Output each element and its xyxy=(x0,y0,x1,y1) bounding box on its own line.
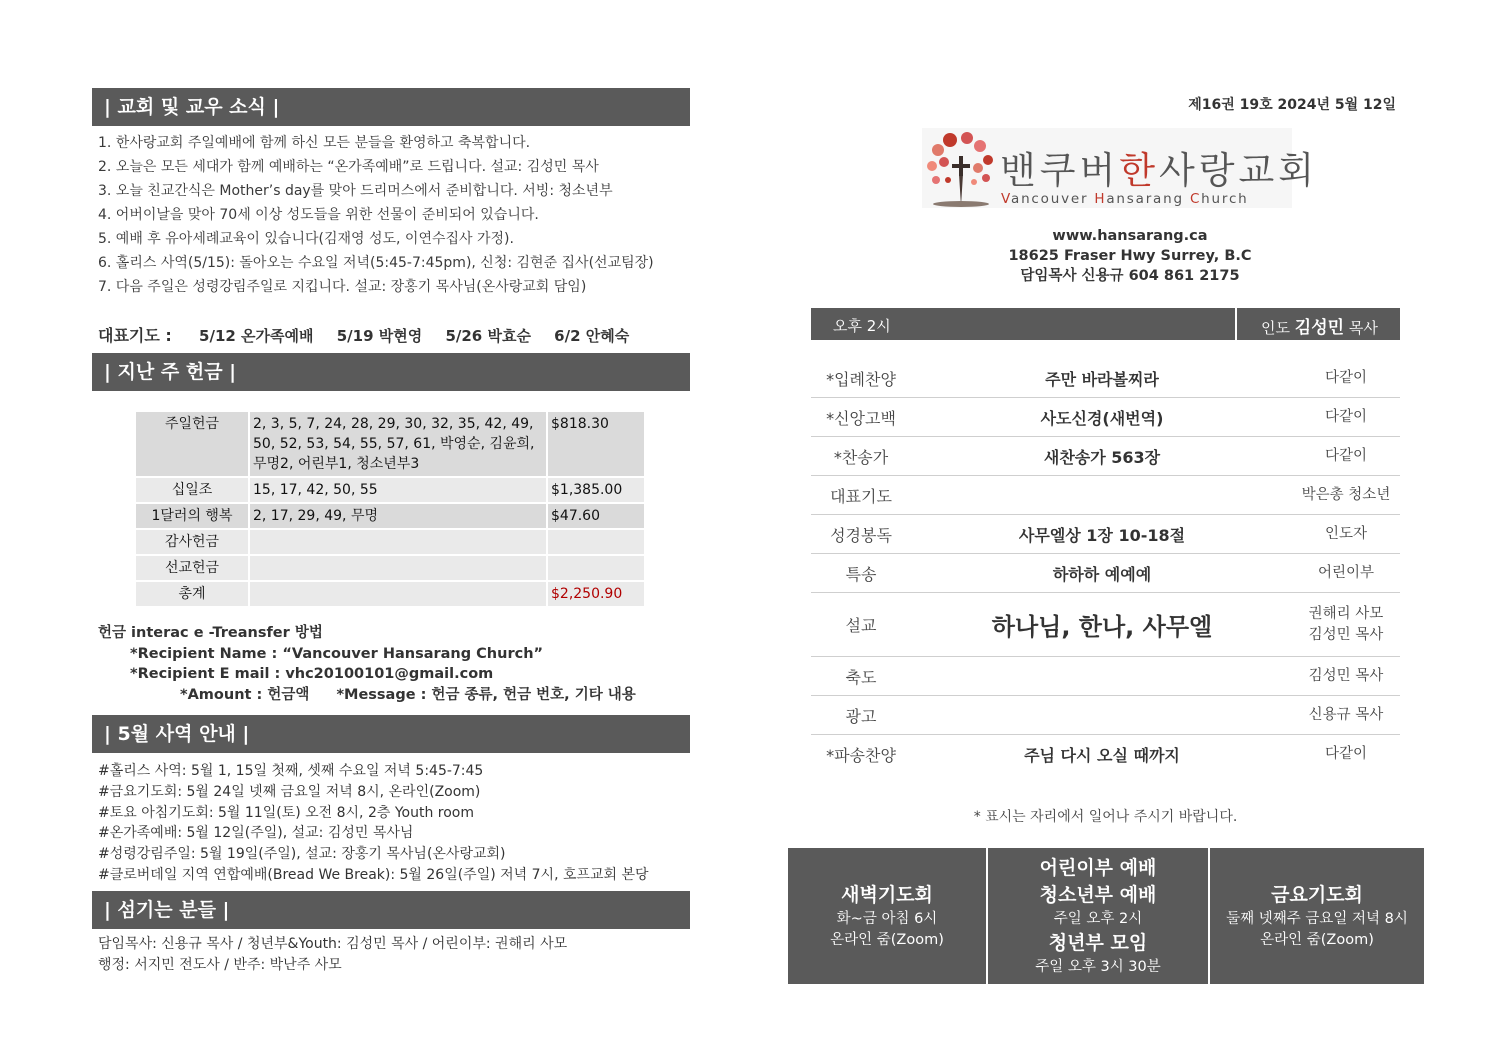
list-item: 담임목사: 신용규 목사 / 청년부&Youth: 김성민 목사 / 어린이부: 권해리 사모 xyxy=(98,936,568,952)
offering-numbers xyxy=(250,582,546,606)
news-list xyxy=(98,131,688,299)
order-person: 신용규 목사 xyxy=(1308,706,1384,723)
pastor-phone: 담임목사 신용규 604 861 2175 xyxy=(1020,268,1240,284)
order-content: 하하하 예예예 xyxy=(1052,564,1152,584)
offering-header: | 지난 주 헌금 | xyxy=(92,353,690,391)
list-item: #홀리스 사역: 5월 1, 15일 첫째, 셋째 수요일 저녁 5:45-7:45 xyxy=(98,763,484,779)
order-item: *파송찬양 xyxy=(826,745,896,765)
table-row xyxy=(811,359,1400,398)
offering-numbers: 15, 17, 42, 50, 55 xyxy=(250,478,546,502)
leader-name: 김성민 xyxy=(1294,318,1345,338)
leader-label: 인도 xyxy=(1261,319,1290,337)
church-name-english xyxy=(1001,191,1249,207)
order-person: 김성민 목사 xyxy=(1308,667,1384,684)
servers-list xyxy=(98,934,567,976)
order-person: 박은총 청소년 xyxy=(1301,486,1391,503)
sermon-title: 하나님, 한나, 사무엘 xyxy=(991,613,1213,641)
recipient-name: *Recipient Name : “Vancouver Hansarang Church” xyxy=(130,645,544,662)
offering-numbers: 2, 17, 29, 49, 무명 xyxy=(250,504,546,528)
table-row xyxy=(136,582,644,606)
order-person: 어린이부 xyxy=(1317,564,1375,581)
news-item: 6. 홀리스 사역(5/15): 돌아오는 수요일 저녁(5:45-7:45pm), 신청: 김현준 집사(선교팀장) xyxy=(98,255,654,271)
list-item: #금요기도회: 5월 24일 넷째 금요일 저녁 8시, 온라인(Zoom) xyxy=(98,783,481,800)
order-content xyxy=(921,696,1283,734)
interac-title: 헌금 interac e -Treansfer 방법 xyxy=(98,625,323,641)
logo-letter: C xyxy=(1189,191,1202,207)
offering-type: 주일헌금 xyxy=(136,412,248,476)
kids-time: 주일 오후 2시 xyxy=(1053,910,1143,927)
friday-prayer xyxy=(1210,848,1424,984)
friday-where: 온라인 줌(Zoom) xyxy=(1260,931,1374,948)
church-contact xyxy=(930,226,1330,286)
news-item: 4. 어버이날을 맞아 70세 이상 성도들을 위한 선물이 준비되어 있습니다. xyxy=(98,207,539,223)
offering-numbers xyxy=(250,530,546,554)
friday-time: 둘째 넷째주 금요일 저녁 8시 xyxy=(1226,910,1408,927)
table-row xyxy=(136,412,644,476)
representative-prayer xyxy=(98,323,647,346)
amount-message-line xyxy=(98,685,636,706)
friday-title: 금요기도회 xyxy=(1271,883,1363,906)
list-item: #클로버데일 지역 연합예배(Bread We Break): 5월 26일(주일) 저녁 7시, 호프교회 본당 xyxy=(98,866,649,883)
table-row xyxy=(811,515,1400,554)
order-item: *입례찬양 xyxy=(826,369,896,389)
logo-word: ansarang xyxy=(1106,191,1190,207)
table-row xyxy=(136,530,644,554)
offering-amount xyxy=(548,556,644,580)
offering-amount: $818.30 xyxy=(548,412,644,476)
divider xyxy=(1235,308,1237,340)
rep-prayer-item: 5/19 박현영 xyxy=(336,327,423,345)
order-item: 대표기도 xyxy=(830,486,892,506)
church-logo xyxy=(922,128,1318,208)
may-ministry-list xyxy=(98,761,649,886)
church-name-part: 사랑교회 xyxy=(1158,149,1318,192)
issue-date: 제16권 19호 2024년 5월 12일 xyxy=(1188,97,1396,113)
table-row xyxy=(811,593,1400,657)
service-bar xyxy=(811,308,1400,340)
church-name-part: 밴쿠버 xyxy=(1000,149,1120,192)
order-person: 다같이 xyxy=(1324,369,1368,386)
recipient-email: *Recipient E mail : vhc20100101@gmail.com xyxy=(130,666,494,682)
table-row xyxy=(811,476,1400,515)
order-person: 다같이 xyxy=(1324,408,1368,425)
order-content: 주님 다시 오실 때까지 xyxy=(1024,745,1180,765)
young-adult-title: 청년부 모임 xyxy=(1048,931,1148,954)
order-item: *신앙고백 xyxy=(826,408,896,428)
order-content: 사무엘상 1장 10-18절 xyxy=(1018,525,1186,545)
offering-type: 감사헌금 xyxy=(136,530,248,554)
news-item: 7. 다음 주일은 성령강림주일로 지킵니다. 설교: 장홍기 목사님(온사랑교회 담임) xyxy=(98,279,587,295)
order-person: 다같이 xyxy=(1324,447,1368,464)
rep-prayer-item: 5/12 온가족예배 xyxy=(199,327,314,345)
offering-total: $2,250.90 xyxy=(548,582,644,606)
order-of-worship xyxy=(811,359,1400,773)
dawn-where: 온라인 줌(Zoom) xyxy=(830,931,944,948)
news-item: 1. 한사랑교회 주일예배에 함께 하신 모든 분들을 환영하고 축복합니다. xyxy=(98,135,531,151)
order-content: 사도신경(새번역) xyxy=(1040,408,1164,428)
table-row xyxy=(811,398,1400,437)
youth-title: 청소년부 예배 xyxy=(1039,883,1157,906)
order-item: 광고 xyxy=(845,706,877,726)
order-person: 다같이 xyxy=(1324,745,1368,762)
table-row xyxy=(811,554,1400,593)
order-item: *찬송가 xyxy=(833,447,889,467)
offering-table xyxy=(134,410,646,608)
stand-note: * 표시는 자리에서 일어나 주시기 바랍니다. xyxy=(973,809,1238,825)
order-item: 성경봉독 xyxy=(830,525,892,545)
sermon-person: 김성민 목사 xyxy=(1308,626,1384,643)
offering-numbers xyxy=(250,556,546,580)
service-leader xyxy=(1261,313,1378,338)
church-name-accent: 한 xyxy=(1119,149,1159,192)
table-row xyxy=(136,478,644,502)
table-row xyxy=(811,735,1400,773)
offering-numbers: 2, 3, 5, 7, 24, 28, 29, 30, 32, 35, 42, 49, 50, 52, 53, 54, 55, 57, 61, 박영순, 김윤희, 무명2, 어린부1, 청소년부3 xyxy=(250,412,546,476)
offering-type: 총계 xyxy=(136,582,248,606)
website-link[interactable]: www.hansarang.ca xyxy=(1052,228,1208,244)
address: 18625 Fraser Hwy Surrey, B.C xyxy=(1008,248,1252,264)
news-item: 5. 예배 후 유아세례교육이 있습니다(김재영 성도, 이연수집사 가정). xyxy=(98,231,514,247)
rep-prayer-item: 5/26 박효순 xyxy=(445,327,531,345)
order-content xyxy=(921,657,1283,695)
church-tree-logo-icon xyxy=(922,128,1000,208)
dawn-prayer xyxy=(788,848,986,984)
church-name xyxy=(1000,140,1318,194)
dawn-time: 화~금 아침 6시 xyxy=(836,910,938,927)
news-item: 2. 오늘은 모든 세대가 함께 예배하는 “온가족예배”로 드립니다. 설교: 김성민 목사 xyxy=(98,159,599,175)
logo-letter: V xyxy=(1001,191,1011,207)
order-content xyxy=(921,476,1283,514)
list-item: #온가족예배: 5월 12일(주일), 설교: 김성민 목사님 xyxy=(98,825,414,842)
news-item: 3. 오늘 친교간식은 Mother’s day를 맞아 드리머스에서 준비합니다. 서빙: 청소년부 xyxy=(98,183,613,199)
kids-youth-worship xyxy=(988,848,1208,984)
news-header: | 교회 및 교우 소식 | xyxy=(92,88,690,126)
weekly-meetings-box xyxy=(788,848,1424,984)
interac-amount: *Amount : 헌금액 xyxy=(180,686,310,703)
offering-amount xyxy=(548,530,644,554)
service-time: 오후 2시 xyxy=(833,317,891,335)
table-row xyxy=(136,556,644,580)
order-person xyxy=(1281,593,1411,656)
table-row xyxy=(136,504,644,528)
order-content: 주만 바라볼찌라 xyxy=(1045,369,1159,389)
order-content: 새찬송가 563장 xyxy=(1043,447,1161,467)
list-item: 행정: 서지민 전도사 / 반주: 박난주 사모 xyxy=(98,957,342,973)
order-item: 특송 xyxy=(845,564,877,584)
servers-header: | 섬기는 분들 | xyxy=(92,891,690,929)
list-item: #토요 아침기도회: 5월 11일(토) 오전 8시, 2층 Youth room xyxy=(98,804,475,821)
interac-message: *Message : 헌금 종류, 헌금 번호, 기타 내용 xyxy=(336,686,636,703)
order-item: 설교 xyxy=(845,616,877,635)
table-row xyxy=(811,657,1400,696)
list-item: #성령강림주일: 5월 19일(주일), 설교: 장홍기 목사님(온사랑교회) xyxy=(98,846,506,863)
logo-letter: H xyxy=(1094,191,1107,207)
rep-prayer-item: 6/2 안혜숙 xyxy=(554,327,630,345)
offering-type: 1달러의 행복 xyxy=(136,504,248,528)
sermon-person: 권해리 사모 xyxy=(1308,605,1384,622)
leader-title: 목사 xyxy=(1348,319,1378,337)
table-row xyxy=(811,437,1400,476)
offering-amount: $47.60 xyxy=(548,504,644,528)
may-ministry-header: | 5월 사역 안내 | xyxy=(92,715,690,753)
rep-prayer-label: 대표기도 : xyxy=(98,326,172,345)
interac-instructions xyxy=(98,623,636,705)
logo-word: hurch xyxy=(1201,191,1249,207)
offering-type: 십일조 xyxy=(136,478,248,502)
young-adult-time: 주일 오후 3시 30분 xyxy=(1035,958,1161,975)
order-person: 인도자 xyxy=(1324,525,1368,542)
offering-type: 선교헌금 xyxy=(136,556,248,580)
dawn-title: 새벽기도회 xyxy=(841,883,933,906)
kids-title: 어린이부 예배 xyxy=(1039,856,1157,879)
table-row xyxy=(811,696,1400,735)
order-item: 축도 xyxy=(845,667,877,687)
logo-word: ancouver xyxy=(1011,191,1095,207)
offering-amount: $1,385.00 xyxy=(548,478,644,502)
